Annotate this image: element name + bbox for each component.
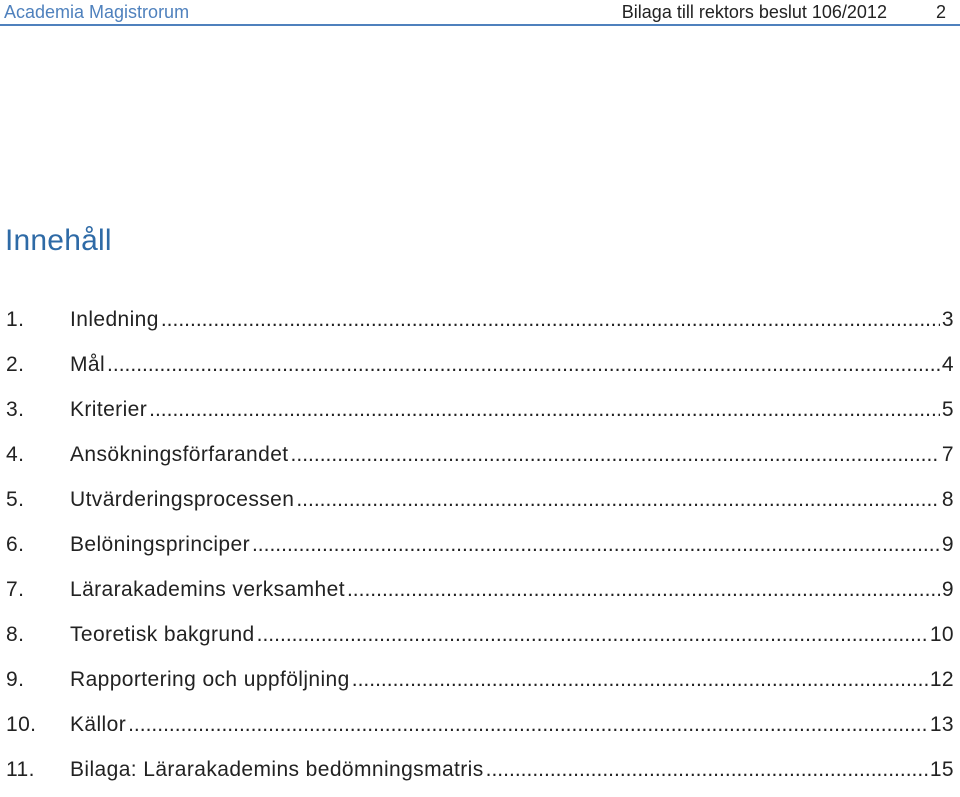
toc-entry-page[interactable]: 3 xyxy=(941,308,954,331)
toc-entry[interactable] xyxy=(6,572,954,617)
toc-entry[interactable] xyxy=(6,662,954,707)
toc-dot-leader xyxy=(149,392,940,428)
toc-entry-title[interactable]: Ansökningsförfarandet xyxy=(70,443,289,466)
toc-entry-title[interactable]: Utvärderingsprocessen xyxy=(70,488,295,511)
toc-entry-number: 1. xyxy=(6,308,25,331)
toc-entry-title[interactable]: Kriterier xyxy=(70,398,148,421)
page-header xyxy=(0,0,960,26)
toc-list xyxy=(6,302,954,797)
header-right xyxy=(622,0,946,24)
toc-entry-page[interactable]: 10 xyxy=(929,623,954,646)
toc-entry-page[interactable]: 15 xyxy=(929,758,954,781)
toc-entry[interactable] xyxy=(6,527,954,572)
toc-entry-title[interactable]: Lärarakademins verksamhet xyxy=(70,578,345,601)
toc-dot-leader xyxy=(161,302,940,338)
toc-dot-leader xyxy=(252,527,940,563)
toc-entry-number: 8. xyxy=(6,623,25,646)
toc-entry[interactable] xyxy=(6,752,954,797)
toc-entry-number: 10. xyxy=(6,713,37,736)
toc-entry[interactable] xyxy=(6,302,954,347)
toc-entry[interactable] xyxy=(6,617,954,662)
header-right-title: Bilaga till rektors beslut 106/2012 xyxy=(621,2,887,22)
toc-entry-number: 11. xyxy=(6,758,35,781)
toc-entry-number: 3. xyxy=(6,398,25,421)
toc-entry-title[interactable]: Teoretisk bakgrund xyxy=(70,623,255,646)
toc-entry[interactable] xyxy=(6,392,954,437)
toc-entry-page[interactable]: 13 xyxy=(929,713,954,736)
toc-entry-number: 7. xyxy=(6,578,25,601)
toc-entry-number: 6. xyxy=(6,533,25,556)
toc-entry[interactable] xyxy=(6,347,954,392)
toc-entry[interactable] xyxy=(6,707,954,752)
toc-entry-title[interactable]: Rapportering och uppföljning xyxy=(70,668,350,691)
toc-dot-leader xyxy=(291,437,940,473)
toc-dot-leader xyxy=(352,662,928,698)
toc-entry[interactable] xyxy=(6,482,954,527)
header-left-title: Academia Magistrorum xyxy=(4,2,190,22)
toc-entry-number: 2. xyxy=(6,353,25,376)
header-page-number: 2 xyxy=(935,2,946,22)
toc-dot-leader xyxy=(107,347,940,383)
toc-dot-leader xyxy=(296,482,940,518)
toc-entry-title[interactable]: Bilaga: Lärarakademins bedömningsmatris xyxy=(70,758,484,781)
toc-entry-page[interactable]: 12 xyxy=(929,668,954,691)
toc-dot-leader xyxy=(128,707,928,743)
toc-entry-number: 4. xyxy=(6,443,25,466)
toc-dot-leader xyxy=(257,617,928,653)
toc-entry-title[interactable]: Belöningsprinciper xyxy=(70,533,250,556)
toc-dot-leader xyxy=(486,752,928,788)
toc-entry[interactable] xyxy=(6,437,954,482)
toc-entry-title[interactable]: Inledning xyxy=(70,308,159,331)
toc-entry-page[interactable]: 8 xyxy=(941,488,954,511)
toc-entry-title[interactable]: Källor xyxy=(70,713,127,736)
toc-title: Innehåll xyxy=(5,224,112,257)
toc-entry-number: 9. xyxy=(6,668,25,691)
toc-entry-page[interactable]: 9 xyxy=(941,578,954,601)
toc-entry-page[interactable]: 5 xyxy=(941,398,954,421)
toc-entry-page[interactable]: 4 xyxy=(941,353,954,376)
toc-entry-page[interactable]: 9 xyxy=(941,533,954,556)
toc-entry-page[interactable]: 7 xyxy=(941,443,954,466)
toc-entry-number: 5. xyxy=(6,488,25,511)
toc-dot-leader xyxy=(347,572,940,608)
toc-entry-title[interactable]: Mål xyxy=(70,353,106,376)
